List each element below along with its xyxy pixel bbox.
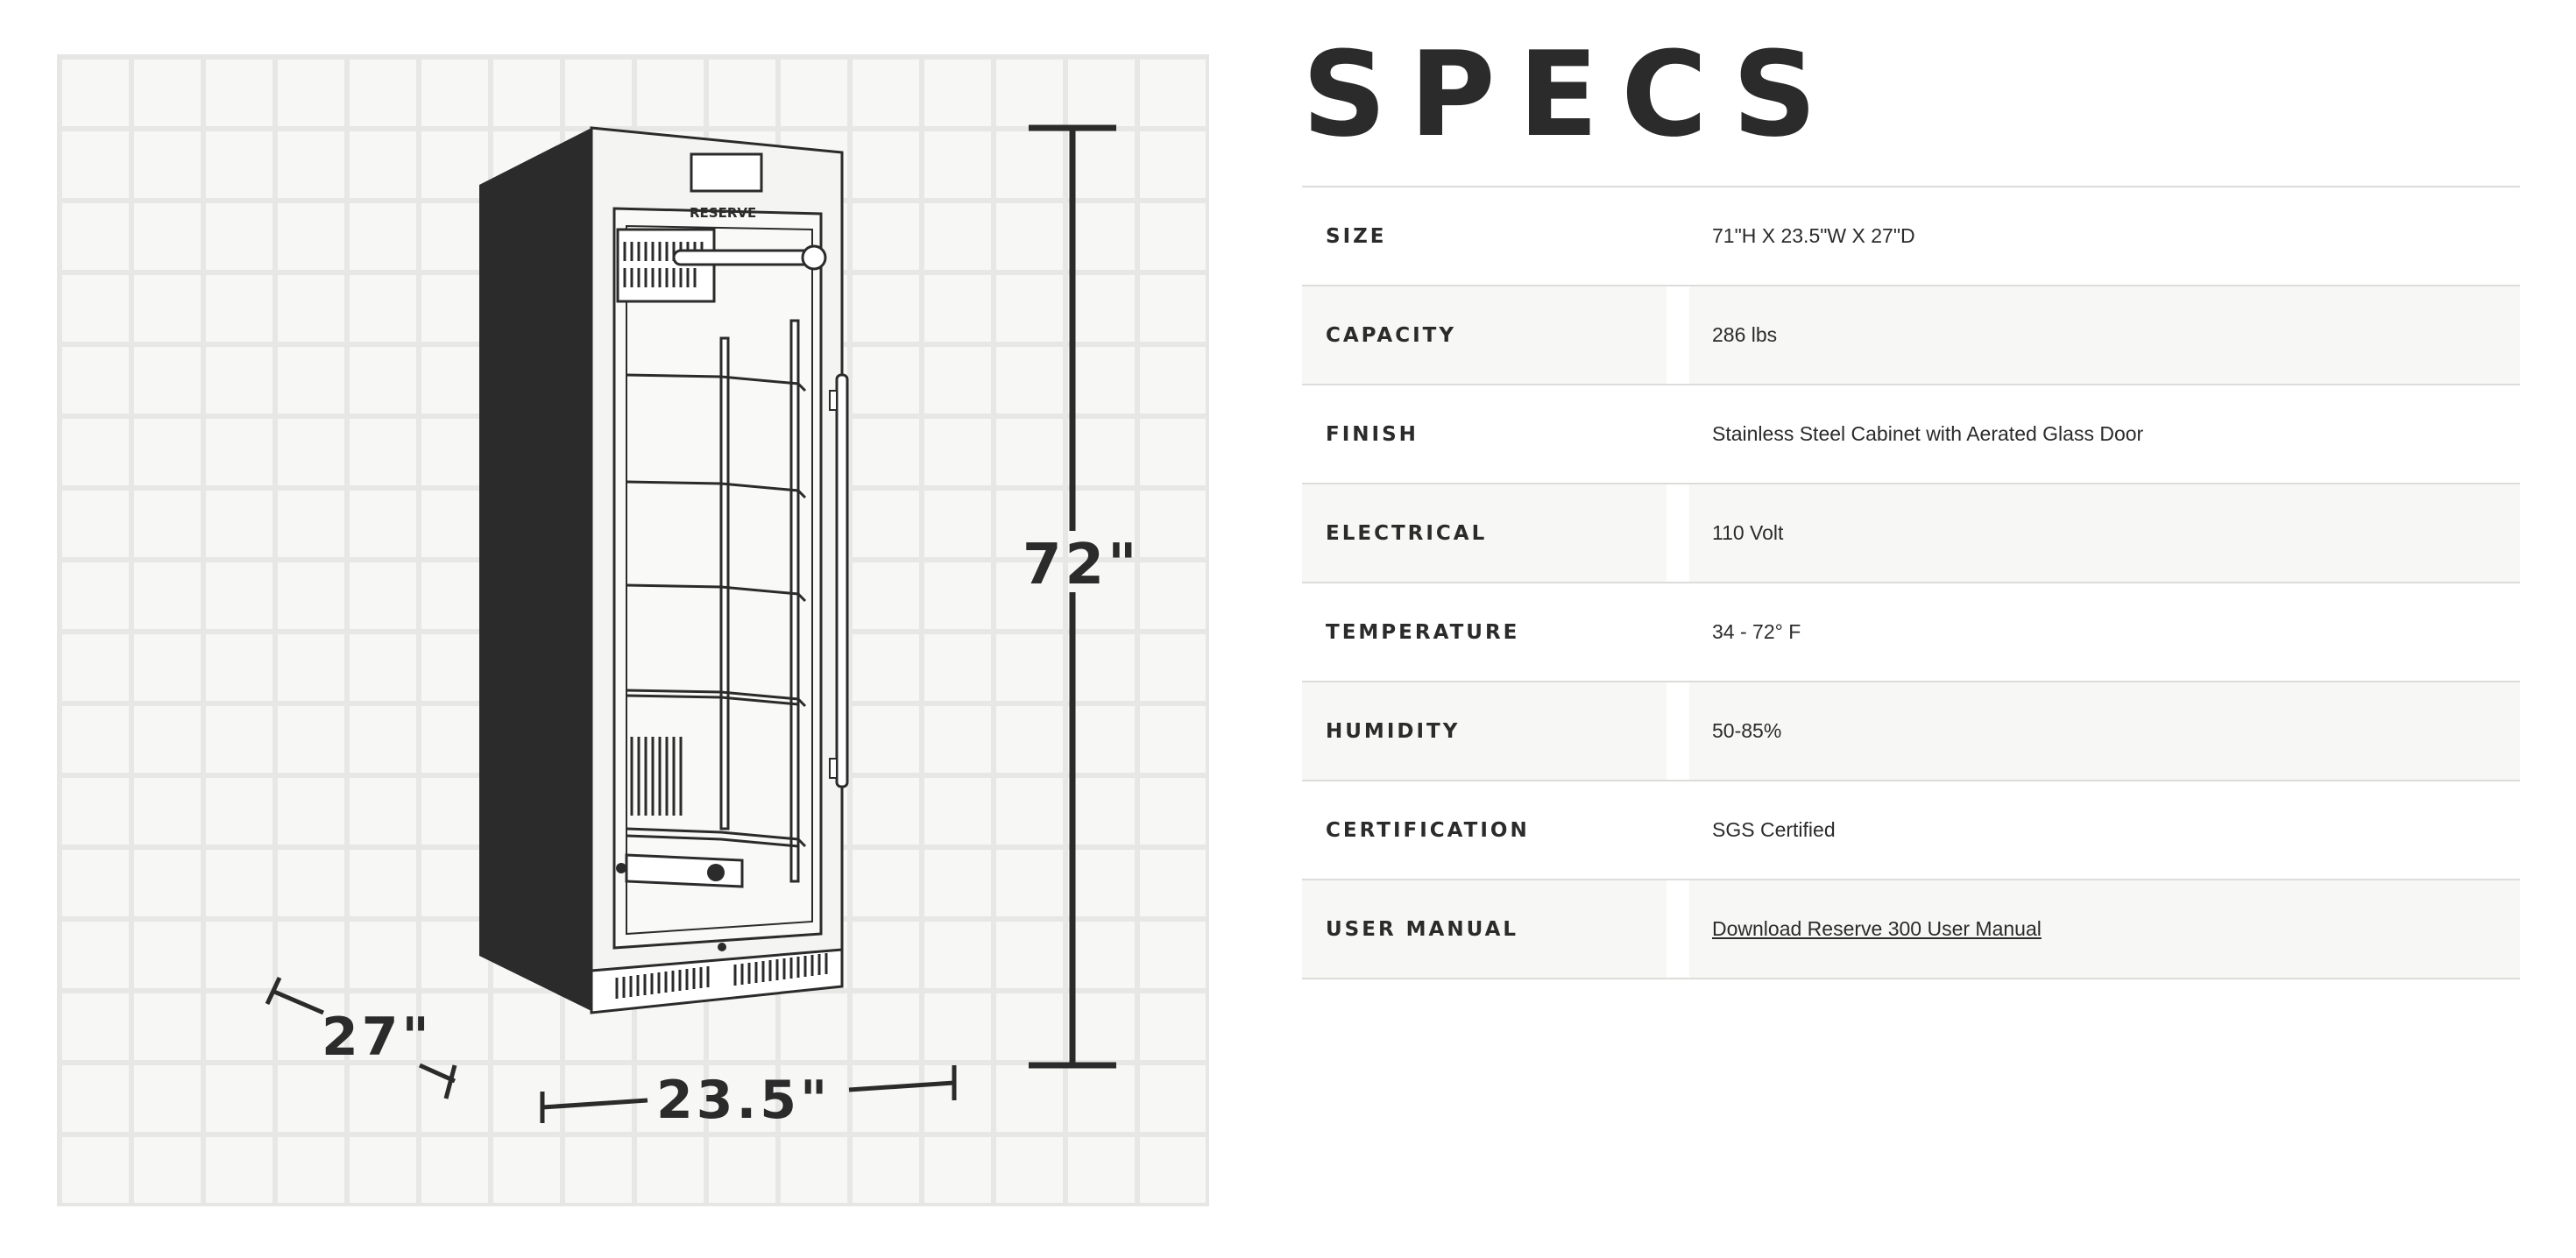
spec-row-size	[1302, 186, 2520, 285]
product-illustration	[57, 54, 1209, 1206]
spec-label: TEMPERATURE	[1326, 620, 1520, 644]
spec-label: USER MANUAL	[1302, 880, 1667, 978]
download-manual-link[interactable]: Download Reserve 300 User Manual	[1712, 917, 2042, 940]
spec-value: SGS Certified	[1712, 818, 1836, 841]
spec-row-user-manual	[1302, 879, 2520, 979]
spec-value: 110 Volt	[1689, 484, 2520, 582]
depth-label: 27"	[322, 1007, 433, 1068]
hanging-rod	[674, 251, 814, 265]
width-label: 23.5"	[656, 1070, 832, 1131]
height-label: 72"	[1023, 533, 1141, 597]
spec-label: HUMIDITY	[1302, 682, 1667, 780]
cabinet-side-panel	[479, 128, 591, 1011]
spec-label: CERTIFICATION	[1326, 818, 1530, 842]
control-display	[691, 154, 761, 191]
spec-row-capacity	[1302, 285, 2520, 384]
spec-row-certification	[1302, 780, 2520, 879]
spec-row-electrical	[1302, 483, 2520, 582]
specs-title: SPECS	[1302, 26, 1840, 163]
spec-row-finish	[1302, 384, 2520, 483]
spec-label: ELECTRICAL	[1302, 484, 1667, 582]
water-tray	[626, 855, 742, 887]
spec-row-temperature	[1302, 582, 2520, 681]
specs-table	[1302, 186, 2520, 979]
spec-value: 50-85%	[1689, 682, 2520, 780]
spec-label: CAPACITY	[1302, 286, 1667, 384]
spec-label: FINISH	[1326, 422, 1419, 446]
spec-row-humidity	[1302, 681, 2520, 780]
door-handle	[837, 375, 847, 787]
spec-value	[1689, 880, 2520, 978]
cabinet-drawing	[60, 58, 1209, 1206]
spec-value: 286 lbs	[1689, 286, 2520, 384]
spec-label: SIZE	[1326, 224, 1387, 248]
brand-label: RESERVE	[690, 205, 757, 221]
spec-value: 71"H X 23.5"W X 27"D	[1712, 224, 1915, 247]
spec-value: Stainless Steel Cabinet with Aerated Glass Door	[1712, 422, 2144, 445]
spec-value: 34 - 72° F	[1712, 620, 1801, 643]
